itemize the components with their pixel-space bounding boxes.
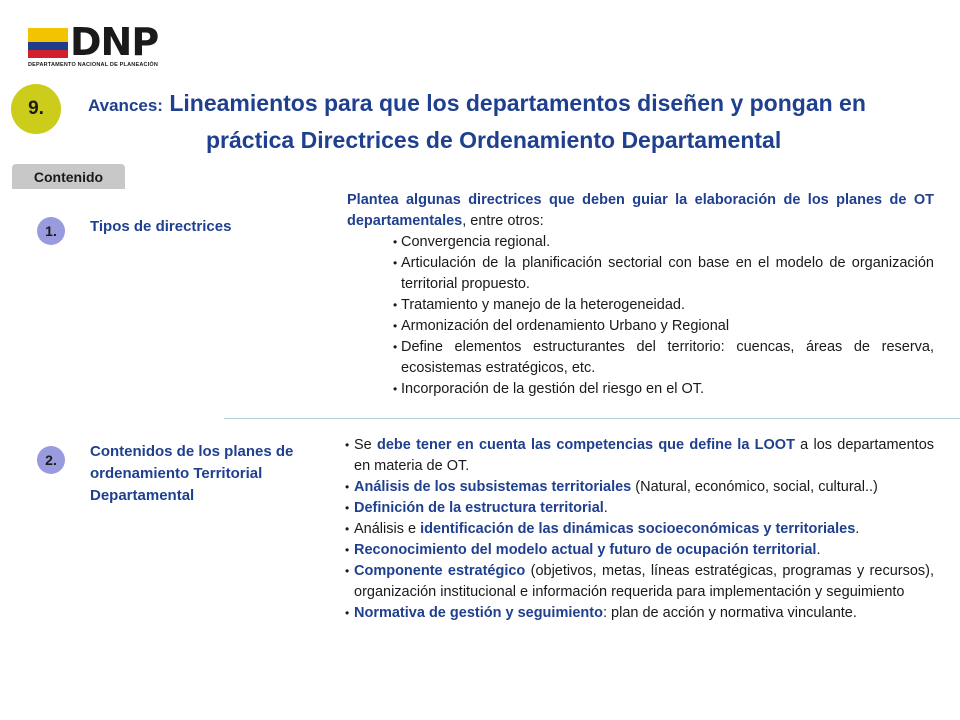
list-item: • Incorporación de la gestión del riesgo en el OT. <box>395 379 934 400</box>
section-1-body <box>347 190 934 400</box>
title-line1: Lineamientos para que los departamentos diseñen y pongan en <box>169 90 866 116</box>
colombia-flag-icon <box>28 28 68 58</box>
list-item: • Tratamiento y manejo de la heterogeneidad. <box>395 295 934 316</box>
section-2-bullets <box>347 435 934 624</box>
list-item: • Definición de la estructura territorial. <box>347 498 934 519</box>
section-1-intro: Plantea algunas directrices que deben guiar la elaboración de los planes de OT departamentales, entre otros: <box>347 192 934 229</box>
logo-text: DNP <box>70 20 159 64</box>
list-item: • Se debe tener en cuenta las competencias que define la LOOT a los departamentos en materia de OT. <box>347 435 934 477</box>
list-item: • Armonización del ordenamiento Urbano y Regional <box>395 316 934 337</box>
contenido-tab: Contenido <box>12 164 125 189</box>
slide-number-badge: 9. <box>11 84 61 134</box>
list-item: • Convergencia regional. <box>395 232 934 253</box>
list-item: • Componente estratégico (objetivos, metas, líneas estratégicas, programas y recursos), organización institucional e información requerida para implementación y seguimiento <box>347 561 934 603</box>
logo-subtitle: DEPARTAMENTO NACIONAL DE PLANEACIÓN <box>28 62 159 68</box>
dnp-logo <box>28 22 178 70</box>
list-item: • Análisis de los subsistemas territoriales (Natural, económico, social, cultural..) <box>347 477 934 498</box>
list-item: • Normativa de gestión y seguimiento: plan de acción y normativa vinculante. <box>347 603 934 624</box>
section-2-title: Contenidos de los planes de ordenamiento Territorial Departamental <box>90 443 294 504</box>
section-2-body <box>347 435 934 624</box>
section-divider <box>224 418 960 419</box>
title-line2: práctica Directrices de Ordenamiento Departamental <box>206 127 782 153</box>
slide-title <box>88 86 948 157</box>
list-item: • Define elementos estructurantes del territorio: cuencas, áreas de reserva, ecosistemas estratégicos, etc. <box>395 337 934 379</box>
section-1-number: 1. <box>37 217 65 245</box>
list-item: • Reconocimiento del modelo actual y futuro de ocupación territorial. <box>347 540 934 561</box>
title-prefix: Avances: <box>88 96 163 115</box>
list-item: • Análisis e identificación de las dinámicas socioeconómicas y territoriales. <box>347 519 934 540</box>
list-item: • Articulación de la planificación sectorial con base en el modelo de organización territorial propuesto. <box>395 253 934 295</box>
section-1-title: Tipos de directrices <box>90 218 232 235</box>
section-1-bullets <box>395 232 934 400</box>
section-2-number: 2. <box>37 446 65 474</box>
